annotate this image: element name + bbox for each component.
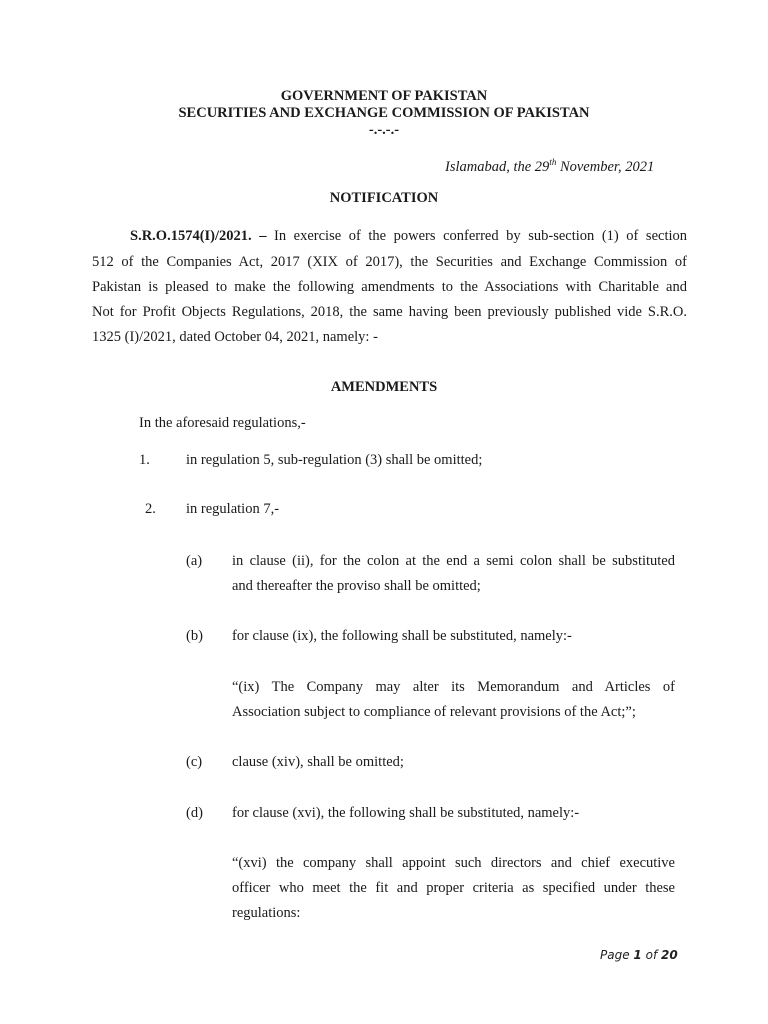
dateline-prefix: Islamabad, the 29 <box>445 158 550 175</box>
notification-title: NOTIFICATION <box>329 190 439 206</box>
clause-d-quote-line-1: “(xvi) the company shall appoint such directors and chief executive <box>232 855 675 871</box>
item-1-text: in regulation 5, sub-regulation (3) shall be omitted; <box>186 452 483 468</box>
preamble-line-1 <box>130 228 687 245</box>
clause-d-text: for clause (xvi), the following shall be substituted, namely:- <box>232 805 580 821</box>
item-2-number: 2. <box>145 501 156 517</box>
preamble-line-2: 512 of the Companies Act, 2017 (XIX of 2017), the Securities and Exchange Commission of <box>92 254 687 270</box>
dateline <box>445 154 654 176</box>
clause-a-line-2: and thereafter the proviso shall be omitted; <box>232 578 481 594</box>
clause-a-line-1: in clause (ii), for the colon at the end a semi colon shall be substituted <box>232 553 675 569</box>
page-current: 1 <box>633 948 642 962</box>
preamble-line-3: Pakistan is pleased to make the following amendments to the Associations with Charitable and <box>92 279 687 295</box>
preamble-line-4: Not for Profit Objects Regulations, 2018, the same having been previously published vide S.R.O. <box>92 304 687 320</box>
header-government: GOVERNMENT OF PAKISTAN <box>280 88 488 104</box>
header-separator: -.-.-.- <box>368 122 400 138</box>
page-word: Page <box>600 948 630 962</box>
header-commission: SECURITIES AND EXCHANGE COMMISSION OF PAKISTAN <box>178 105 590 121</box>
page-total: 20 <box>661 948 678 962</box>
clause-b-label: (b) <box>186 628 203 644</box>
clause-d-label: (d) <box>186 805 203 821</box>
clause-b-quote-line-2: Association subject to compliance of relevant provisions of the Act;”; <box>232 704 636 720</box>
clause-b-quote-line-1: “(ix) The Company may alter its Memorandum and Articles of <box>232 679 675 695</box>
clause-d-quote-line-2: officer who meet the fit and proper criteria as specified under these <box>232 880 675 896</box>
page-number <box>600 948 678 962</box>
clause-c-label: (c) <box>186 754 203 770</box>
clause-b-text: for clause (ix), the following shall be substituted, namely:- <box>232 628 572 644</box>
sro-dash: . – <box>248 228 267 244</box>
amendments-title: AMENDMENTS <box>330 379 438 395</box>
dateline-suffix: November, 2021 <box>556 158 655 175</box>
clause-c-text: clause (xiv), shall be omitted; <box>232 754 404 770</box>
item-2-text: in regulation 7,- <box>186 501 280 517</box>
preamble-line-5: 1325 (I)/2021, dated October 04, 2021, namely: - <box>92 329 378 345</box>
amendments-intro: In the aforesaid regulations,- <box>139 415 306 431</box>
clause-a-label: (a) <box>186 553 203 569</box>
preamble-text-1: In exercise of the powers conferred by sub-section (1) of section <box>266 228 688 244</box>
dateline-sup: th <box>549 157 557 167</box>
clause-d-quote-line-3: regulations: <box>232 905 301 921</box>
page-of-word: of <box>645 948 658 962</box>
sro-number: S.R.O.1574(I)/2021 <box>130 228 249 244</box>
item-1-number: 1. <box>139 452 150 468</box>
